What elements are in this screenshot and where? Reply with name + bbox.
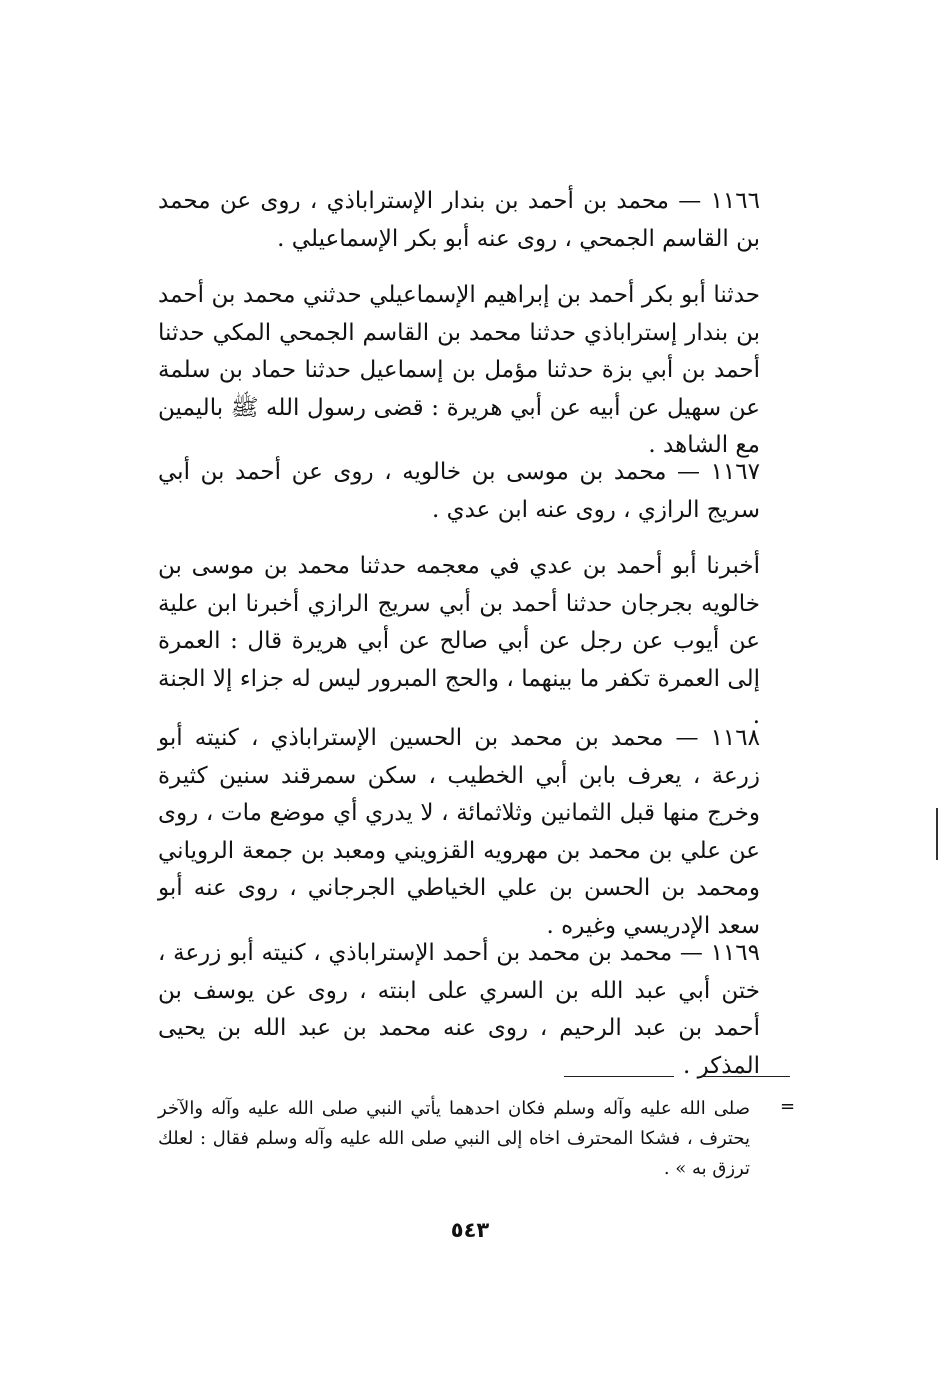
entry-1166: ١١٦٦ — محمد بن أحمد بن بندار الإستراباذي ، روى عن محمد بن القاسم الجمحي ، روى عنه أبو بكر الإسماعيلي . bbox=[158, 188, 760, 252]
footnote-divider-left bbox=[564, 1076, 674, 1077]
hadith-1167: أخبرنا أبو أحمد بن عدي في معجمه حدثنا محمد بن موسى بن خالويه بجرجان حدثنا أحمد بن أبي سريج الرازي أخبرنا ابن علية عن أيوب عن رجل عن أبي صالح عن أبي هريرة قال : العمرة إلى العمرة تكفر ما بينهما ، والحج المبرور ليس له جزاء إلا الجنة . bbox=[158, 553, 760, 729]
footnote-continuation-mark: = bbox=[780, 1096, 796, 1117]
margin-scan-mark bbox=[936, 808, 938, 860]
footnote-text: صلى الله عليه وآله وسلم فكان احدهما يأتي النبي صلى الله عليه وآله والآخر يحترف ، فشكا المحترف اخاه إلى النبي صلى الله عليه وآله وسلم فقال : لعلك ترزق به » . bbox=[158, 1098, 751, 1179]
entry-1168: ١١٦٨ — محمد بن محمد بن الحسين الإستراباذي ، كنيته أبو زرعة ، يعرف بابن أبي الخطيب ، سكن سمرقند سنين كثيرة وخرج منها قبل الثمانين وثلاثمائة ، لا يدري أي موضع مات ، روى عن علي بن محمد بن مهرويه القزويني ومعبد بن جمعة الروياني ومحمد بن الحسن بن علي الخياطي الجرجاني ، روى عنه أبو سعد الإدريسي وغيره . bbox=[158, 725, 761, 939]
entry-1169: ١١٦٩ — محمد بن محمد بن أحمد الإستراباذي ، كنيته أبو زرعة ، ختن أبي عبد الله بن السري على ابنته ، روى عن يوسف بن أحمد بن عبد الرحيم ، روى عنه محمد بن عبد الله بن يحيى المذكر . bbox=[158, 940, 760, 1079]
hadith-1166: حدثنا أبو بكر أحمد بن إبراهيم الإسماعيلي حدثني محمد بن أحمد بن بندار إستراباذي حدثنا محمد بن القاسم الجمحي المكي حدثنا أحمد بن أبي بزة حدثنا مؤمل بن إسماعيل حدثنا حماد بن سلمة عن سهيل عن أبيه عن أبي هريرة : قضى رسول الله ﷺ باليمين مع الشاهد . bbox=[158, 282, 760, 458]
footnote-divider-right bbox=[700, 1076, 790, 1077]
page-number: ٥٤٣ bbox=[450, 1218, 490, 1242]
entry-1167: ١١٦٧ — محمد بن موسى بن خالويه ، روى عن أحمد بن أبي سريج الرازي ، روى عنه ابن عدي . bbox=[158, 459, 760, 523]
